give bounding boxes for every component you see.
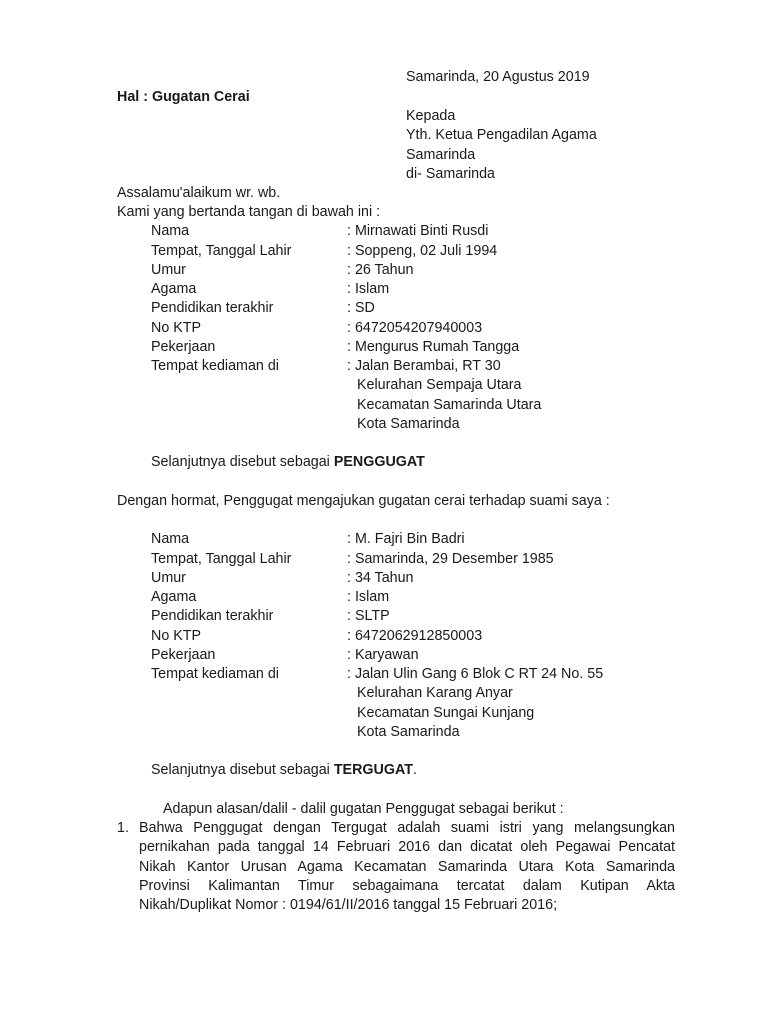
field-value: Kecamatan Samarinda Utara bbox=[357, 397, 542, 413]
reason-line: pernikahan pada tanggal 14 Februari 2016 dan dicatat oleh Pegawai Pencatat bbox=[139, 839, 675, 855]
reason-line: Provinsi Kalimantan Timur sebagaimana tercatat dalam Kutipan Akta bbox=[139, 878, 675, 894]
greeting: Assalamu'alaikum wr. wb. bbox=[117, 185, 281, 201]
field-value: Kecamatan Sungai Kunjang bbox=[357, 705, 535, 721]
field-label: Pendidikan terakhir bbox=[151, 608, 274, 624]
field-value: Kelurahan Sempaja Utara bbox=[357, 377, 522, 393]
field-value: Kota Samarinda bbox=[357, 724, 460, 740]
field-label: Tempat kediaman di bbox=[151, 358, 279, 374]
transition-text: Dengan hormat, Penggugat mengajukan gugatan cerai terhadap suami saya : bbox=[117, 493, 610, 509]
intro-text: Kami yang bertanda tangan di bawah ini : bbox=[117, 204, 381, 220]
field-label: Nama bbox=[151, 531, 190, 547]
field-value: : Jalan Berambai, RT 30 bbox=[347, 358, 501, 374]
field-value: : Islam bbox=[347, 281, 390, 297]
field-label: No KTP bbox=[151, 320, 202, 336]
field-value: : Mirnawati Binti Rusdi bbox=[347, 223, 489, 239]
field-label: Umur bbox=[151, 570, 186, 586]
field-value: : Karyawan bbox=[347, 647, 419, 663]
field-value: : Mengurus Rumah Tangga bbox=[347, 339, 520, 355]
place-date: Samarinda, 20 Agustus 2019 bbox=[406, 69, 590, 85]
field-value: : M. Fajri Bin Badri bbox=[347, 531, 465, 547]
recipient-line: Samarinda bbox=[406, 147, 476, 163]
field-value: : 26 Tahun bbox=[347, 262, 414, 278]
reason-line: Nikah/Duplikat Nomor : 0194/61/II/2016 tanggal 15 Februari 2016; bbox=[139, 897, 558, 913]
field-value: Kelurahan Karang Anyar bbox=[357, 685, 513, 701]
field-value: : Jalan Ulin Gang 6 Blok C RT 24 No. 55 bbox=[347, 666, 604, 682]
field-value: : Islam bbox=[347, 589, 390, 605]
plaintiff-designation: Selanjutnya disebut sebagai PENGGUGAT bbox=[151, 454, 425, 470]
field-value: Kota Samarinda bbox=[357, 416, 460, 432]
reason-line: Bahwa Penggugat dengan Tergugat adalah suami istri yang melangsungkan bbox=[139, 820, 675, 836]
field-value: : Samarinda, 29 Desember 1985 bbox=[347, 551, 554, 567]
reasons-intro: Adapun alasan/dalil - dalil gugatan Penggugat sebagai berikut : bbox=[163, 801, 564, 817]
field-value: : SD bbox=[347, 300, 375, 316]
field-label: Pekerjaan bbox=[151, 339, 216, 355]
recipient-line: di- Samarinda bbox=[406, 166, 495, 182]
field-label: Pendidikan terakhir bbox=[151, 300, 274, 316]
field-value: : SLTP bbox=[347, 608, 390, 624]
field-label: Umur bbox=[151, 262, 186, 278]
recipient-line: Yth. Ketua Pengadilan Agama bbox=[406, 127, 597, 143]
subject-line: Hal : Gugatan Cerai bbox=[117, 89, 250, 105]
field-label: Tempat, Tanggal Lahir bbox=[151, 243, 292, 259]
field-label: Nama bbox=[151, 223, 190, 239]
field-label: Pekerjaan bbox=[151, 647, 216, 663]
reason-line: Nikah Kantor Urusan Agama Kecamatan Samarinda Utara Kota Samarinda bbox=[139, 859, 675, 875]
field-label: No KTP bbox=[151, 628, 202, 644]
field-value: : 34 Tahun bbox=[347, 570, 414, 586]
reason-number: 1. bbox=[117, 820, 129, 836]
field-label: Agama bbox=[151, 589, 197, 605]
field-value: : 6472054207940003 bbox=[347, 320, 483, 336]
field-label: Tempat, Tanggal Lahir bbox=[151, 551, 292, 567]
recipient-line: Kepada bbox=[406, 108, 456, 124]
field-value: : 6472062912850003 bbox=[347, 628, 483, 644]
field-label: Agama bbox=[151, 281, 197, 297]
field-value: : Soppeng, 02 Juli 1994 bbox=[347, 243, 498, 259]
defendant-designation: Selanjutnya disebut sebagai TERGUGAT. bbox=[151, 762, 417, 778]
field-label: Tempat kediaman di bbox=[151, 666, 279, 682]
